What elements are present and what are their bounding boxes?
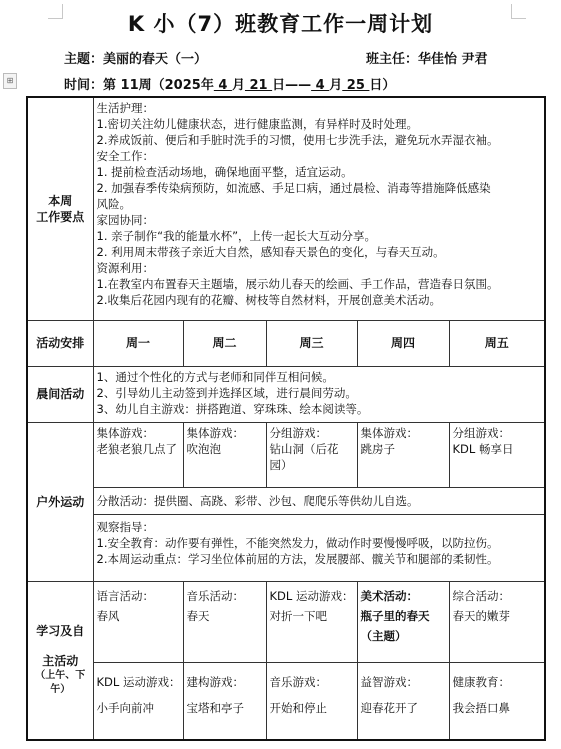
outdoor-game-monday[interactable]: 集体游戏： 老狼老狼几点了 xyxy=(93,422,183,487)
study-monday-am[interactable]: 语言活动： 春风 xyxy=(93,581,183,662)
study-tuesday-pm[interactable]: 建构游戏： 宝塔和亭子 xyxy=(183,662,266,740)
focus-line: 2. 加强春季传染病预防，如流感、手足口病，通过晨检、消毒等措施降低感染 xyxy=(96,181,491,195)
study-thursday-pm[interactable]: 益智游戏： 迎春花开了 xyxy=(357,662,449,740)
guidance-line: 1.安全教育：动作要有弹性，不能突然发力，做动作时要慢慢呼吸，以防拉伤。 xyxy=(96,535,499,550)
focus-line: 2. 利用周末带孩子亲近大自然，感知春天景色的变化，与春天互动。 xyxy=(96,245,445,259)
study-thursday-am[interactable]: 美术活动： 瓶子里的春天（主题） xyxy=(357,581,449,662)
teacher-value: 华佳怡 尹君 xyxy=(418,52,488,67)
day-monday: 周一 xyxy=(93,320,183,366)
study-friday-pm[interactable]: 健康教育： 我会捂口鼻 xyxy=(449,662,545,740)
document-title: K 小（7）班教育工作一周计划 xyxy=(127,12,434,36)
guidance-line: 2.本周运动重点：学习坐位体前屈的方法，发展腰部、髋关节和腿部的柔韧性。 xyxy=(96,551,499,566)
study-row-2 xyxy=(27,662,545,740)
outdoor-game-tuesday[interactable]: 集体游戏： 吹泡泡 xyxy=(183,422,266,487)
time-label: 时间： xyxy=(64,78,104,93)
time-end: 日） xyxy=(369,78,396,93)
focus-line: 1.在教室内布置春天主题墙，展示幼儿春天的绘画、手工作品，营造春日氛围。 xyxy=(96,277,499,291)
focus-line: 2.收集后花园内现有的花瓣、树枝等自然材料，开展创意美术活动。 xyxy=(96,293,441,307)
day-thursday: 周四 xyxy=(357,320,449,366)
study-tuesday-am[interactable]: 音乐活动： 春天 xyxy=(183,581,266,662)
morning-line: 2、引导幼儿主动签到并选择区域，进行晨间劳动。 xyxy=(96,385,357,400)
outdoor-game-thursday[interactable]: 集体游戏： 跳房子 xyxy=(357,422,449,487)
schedule-header: 活动安排 xyxy=(27,320,93,366)
study-row-1 xyxy=(27,581,545,662)
focus-line: 1. 亲子制作“我的能量水杯”，上传一起长大互动分享。 xyxy=(96,229,377,243)
morning-row xyxy=(27,366,545,422)
time-separator: 日—— xyxy=(272,78,312,93)
focus-line: 1. 提前检查活动场地，确保地面平整，适宜运动。 xyxy=(96,165,353,179)
focus-line: 家园协同： xyxy=(96,213,154,227)
focus-line: 2.养成饭前、便后和手脏时洗手的习惯，使用七步洗手法，避免玩水弄湿衣袖。 xyxy=(96,133,499,147)
outdoor-header: 户外运动 xyxy=(27,422,93,581)
time-start-day: 21 xyxy=(244,78,273,93)
time-week: 第 11周（2025年 xyxy=(103,78,214,93)
outdoor-game-wednesday[interactable]: 分组游戏： 钻山洞（后花园） xyxy=(266,422,357,487)
time-month-char-1: 月 xyxy=(231,78,245,93)
theme-label: 主题： xyxy=(64,52,104,67)
morning-line: 3、幼儿自主游戏：拼搭跑道、穿珠珠、绘本阅读等。 xyxy=(96,401,369,416)
morning-line: 1、通过个性化的方式与老师和同伴互相问候。 xyxy=(96,369,334,384)
day-friday: 周五 xyxy=(449,320,545,366)
focus-row xyxy=(27,97,545,320)
focus-line: 安全工作： xyxy=(96,149,154,163)
theme-line xyxy=(64,48,207,67)
focus-line: 生活护理： xyxy=(96,101,154,115)
outdoor-scatter-content[interactable]: 分散活动：提供圈、高跷、彩带、沙包、爬爬乐等供幼儿自选。 xyxy=(93,487,545,514)
table-move-handle-icon[interactable]: ⊞ xyxy=(3,73,17,89)
outdoor-guidance-row xyxy=(27,514,545,581)
teacher-line xyxy=(366,48,488,67)
time-end-month: 4 xyxy=(311,78,330,93)
weekly-plan-table xyxy=(26,96,546,741)
outdoor-scatter-row xyxy=(27,487,545,514)
theme-value: 美丽的春天（一） xyxy=(103,52,208,67)
morning-content[interactable] xyxy=(93,366,545,422)
study-monday-pm[interactable]: KDL 运动游戏： 小手向前冲 xyxy=(93,662,183,740)
guidance-line: 观察指导： xyxy=(96,519,154,534)
day-tuesday: 周二 xyxy=(183,320,266,366)
outdoor-guidance-content[interactable] xyxy=(93,514,545,581)
focus-line: 资源利用： xyxy=(96,261,154,275)
study-friday-am[interactable]: 综合活动： 春天的嫩芽 xyxy=(449,581,545,662)
teacher-label: 班主任： xyxy=(366,52,419,67)
schedule-row xyxy=(27,320,545,366)
day-wednesday: 周三 xyxy=(266,320,357,366)
outdoor-games-row xyxy=(27,422,545,487)
focus-line: 1.密切关注幼儿健康状态，进行健康监测，有异样时及时处理。 xyxy=(96,117,418,131)
time-month-char-2: 月 xyxy=(329,78,343,93)
time-end-day: 25 xyxy=(342,78,370,93)
focus-header: 本周 工作要点 xyxy=(27,97,93,320)
morning-header: 晨间活动 xyxy=(27,366,93,422)
study-header: 学习及自 主活动 （上午、下午） xyxy=(27,581,93,740)
study-wednesday-pm[interactable]: 音乐游戏： 开始和停止 xyxy=(266,662,357,740)
focus-content[interactable] xyxy=(93,97,545,320)
time-line xyxy=(64,74,395,93)
study-wednesday-am[interactable]: KDL 运动游戏： 对折一下吧 xyxy=(266,581,357,662)
time-start-month: 4 xyxy=(213,78,232,93)
outdoor-game-friday[interactable]: 分组游戏： KDL 畅享日 xyxy=(449,422,545,487)
focus-line: 风险。 xyxy=(96,197,131,211)
